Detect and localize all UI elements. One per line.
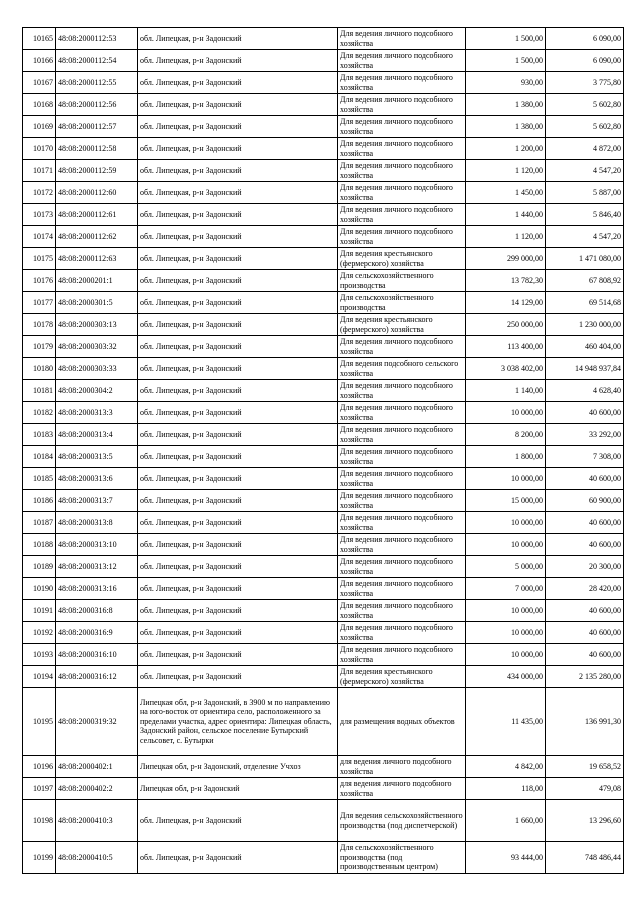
area-value: 1 120,00 — [466, 226, 546, 248]
land-use-purpose: Для сельскохозяйственного производства — [338, 292, 466, 314]
area-value: 1 200,00 — [466, 138, 546, 160]
cadastral-value: 40 600,00 — [546, 468, 624, 490]
row-number: 10174 — [23, 226, 56, 248]
address-cell: обл. Липецкая, р-н Задонский — [138, 94, 338, 116]
table-row — [23, 424, 624, 446]
row-number: 10189 — [23, 556, 56, 578]
land-use-purpose: Для ведения личного подсобного хозяйства — [338, 204, 466, 226]
land-use-purpose: Для ведения личного подсобного хозяйства — [338, 138, 466, 160]
land-use-purpose: Для ведения личного подсобного хозяйства — [338, 600, 466, 622]
address-cell: обл. Липецкая, р-н Задонский — [138, 600, 338, 622]
area-value: 15 000,00 — [466, 490, 546, 512]
cadastral-number: 48:08:2000112:54 — [56, 50, 138, 72]
land-use-purpose: Для ведения личного подсобного хозяйства — [338, 50, 466, 72]
cadastral-number: 48:08:2000112:55 — [56, 72, 138, 94]
cadastral-value: 40 600,00 — [546, 644, 624, 666]
row-number: 10178 — [23, 314, 56, 336]
table-row — [23, 842, 624, 874]
land-use-purpose: Для ведения личного подсобного хозяйства — [338, 380, 466, 402]
cadastral-number: 48:08:2000112:63 — [56, 248, 138, 270]
cadastral-number: 48:08:2000410:5 — [56, 842, 138, 874]
cadastral-number: 48:08:2000319:32 — [56, 688, 138, 756]
table-row — [23, 666, 624, 688]
row-number: 10199 — [23, 842, 56, 874]
address-cell: обл. Липецкая, р-н Задонский — [138, 116, 338, 138]
cadastral-number: 48:08:2000316:12 — [56, 666, 138, 688]
land-use-purpose: Для ведения личного подсобного хозяйства — [338, 402, 466, 424]
cadastral-value: 479,08 — [546, 778, 624, 800]
address-cell: обл. Липецкая, р-н Задонский — [138, 842, 338, 874]
cadastral-value: 4 628,40 — [546, 380, 624, 402]
land-use-purpose: Для ведения личного подсобного хозяйства — [338, 556, 466, 578]
land-use-purpose: для размещения водных объектов — [338, 688, 466, 756]
cadastral-number: 48:08:2000301:5 — [56, 292, 138, 314]
row-number: 10184 — [23, 446, 56, 468]
table-row — [23, 446, 624, 468]
address-cell: обл. Липецкая, р-н Задонский — [138, 270, 338, 292]
area-value: 1 440,00 — [466, 204, 546, 226]
area-value: 1 500,00 — [466, 50, 546, 72]
address-cell: обл. Липецкая, р-н Задонский — [138, 358, 338, 380]
table-row — [23, 622, 624, 644]
address-cell: обл. Липецкая, р-н Задонский — [138, 534, 338, 556]
cadastral-value: 28 420,00 — [546, 578, 624, 600]
cadastral-value: 6 090,00 — [546, 28, 624, 50]
cadastral-value: 5 846,40 — [546, 204, 624, 226]
land-use-purpose: Для ведения личного подсобного хозяйства — [338, 490, 466, 512]
land-registry-table — [22, 27, 624, 874]
cadastral-value: 60 900,00 — [546, 490, 624, 512]
row-number: 10175 — [23, 248, 56, 270]
row-number: 10185 — [23, 468, 56, 490]
address-cell: обл. Липецкая, р-н Задонский — [138, 182, 338, 204]
cadastral-value: 4 547,20 — [546, 226, 624, 248]
table-row — [23, 512, 624, 534]
area-value: 10 000,00 — [466, 512, 546, 534]
table-row — [23, 756, 624, 778]
land-use-purpose: Для ведения личного подсобного хозяйства — [338, 94, 466, 116]
row-number: 10193 — [23, 644, 56, 666]
address-cell: Липецкая обл, р-н Задонский, в 3900 м по направлению на юго-восток от ориентира село, расположенного за пределами участка, адрес ориентира: Липецкая область, Задонский район, сельское поселение Бутырский сельсовет, с. Бутырки — [138, 688, 338, 756]
table-row — [23, 94, 624, 116]
land-use-purpose: Для ведения крестьянского (фермерского) хозяйства — [338, 666, 466, 688]
area-value: 4 842,00 — [466, 756, 546, 778]
table-row — [23, 468, 624, 490]
cadastral-value: 40 600,00 — [546, 622, 624, 644]
cadastral-value: 13 296,60 — [546, 800, 624, 842]
row-number: 10179 — [23, 336, 56, 358]
cadastral-number: 48:08:2000313:3 — [56, 402, 138, 424]
row-number: 10167 — [23, 72, 56, 94]
area-value: 8 200,00 — [466, 424, 546, 446]
address-cell: обл. Липецкая, р-н Задонский — [138, 204, 338, 226]
land-use-purpose: Для ведения личного подсобного хозяйства — [338, 468, 466, 490]
table-row — [23, 800, 624, 842]
area-value: 3 038 402,00 — [466, 358, 546, 380]
area-value: 1 800,00 — [466, 446, 546, 468]
row-number: 10165 — [23, 28, 56, 50]
table-row — [23, 160, 624, 182]
area-value: 930,00 — [466, 72, 546, 94]
cadastral-number: 48:08:2000112:58 — [56, 138, 138, 160]
table-row — [23, 50, 624, 72]
row-number: 10166 — [23, 50, 56, 72]
cadastral-value: 4 547,20 — [546, 160, 624, 182]
cadastral-number: 48:08:2000112:56 — [56, 94, 138, 116]
row-number: 10170 — [23, 138, 56, 160]
address-cell: обл. Липецкая, р-н Задонский — [138, 800, 338, 842]
address-cell: обл. Липецкая, р-н Задонский — [138, 578, 338, 600]
address-cell: обл. Липецкая, р-н Задонский — [138, 138, 338, 160]
cadastral-value: 33 292,00 — [546, 424, 624, 446]
cadastral-value: 4 872,00 — [546, 138, 624, 160]
table-row — [23, 248, 624, 270]
area-value: 1 500,00 — [466, 28, 546, 50]
table-row — [23, 116, 624, 138]
cadastral-value: 748 486,44 — [546, 842, 624, 874]
address-cell: обл. Липецкая, р-н Задонский — [138, 248, 338, 270]
row-number: 10194 — [23, 666, 56, 688]
table-row — [23, 182, 624, 204]
land-use-purpose: Для сельскохозяйственного производства — [338, 270, 466, 292]
cadastral-number: 48:08:2000316:10 — [56, 644, 138, 666]
address-cell: обл. Липецкая, р-н Задонский — [138, 50, 338, 72]
row-number: 10172 — [23, 182, 56, 204]
area-value: 250 000,00 — [466, 314, 546, 336]
area-value: 10 000,00 — [466, 622, 546, 644]
cadastral-value: 5 602,80 — [546, 116, 624, 138]
cadastral-number: 48:08:2000201:1 — [56, 270, 138, 292]
area-value: 14 129,00 — [466, 292, 546, 314]
cadastral-value: 6 090,00 — [546, 50, 624, 72]
table-row — [23, 226, 624, 248]
address-cell: обл. Липецкая, р-н Задонский — [138, 644, 338, 666]
address-cell: обл. Липецкая, р-н Задонский — [138, 336, 338, 358]
table-row — [23, 644, 624, 666]
cadastral-value: 69 514,68 — [546, 292, 624, 314]
land-use-purpose: Для ведения подсобного сельского хозяйства — [338, 358, 466, 380]
land-use-purpose: Для ведения личного подсобного хозяйства — [338, 424, 466, 446]
table-row — [23, 204, 624, 226]
cadastral-number: 48:08:2000316:9 — [56, 622, 138, 644]
address-cell: обл. Липецкая, р-н Задонский — [138, 556, 338, 578]
row-number: 10181 — [23, 380, 56, 402]
land-use-purpose: Для ведения личного подсобного хозяйства — [338, 644, 466, 666]
cadastral-number: 48:08:2000112:53 — [56, 28, 138, 50]
area-value: 1 660,00 — [466, 800, 546, 842]
area-value: 118,00 — [466, 778, 546, 800]
cadastral-value: 40 600,00 — [546, 402, 624, 424]
table-row — [23, 28, 624, 50]
land-use-purpose: Для ведения крестьянского (фермерского) хозяйства — [338, 314, 466, 336]
table-row — [23, 380, 624, 402]
cadastral-value: 67 808,92 — [546, 270, 624, 292]
cadastral-value: 460 404,00 — [546, 336, 624, 358]
area-value: 113 400,00 — [466, 336, 546, 358]
area-value: 7 000,00 — [466, 578, 546, 600]
cadastral-number: 48:08:2000112:59 — [56, 160, 138, 182]
land-use-purpose: Для ведения личного подсобного хозяйства — [338, 116, 466, 138]
address-cell: обл. Липецкая, р-н Задонский — [138, 380, 338, 402]
row-number: 10169 — [23, 116, 56, 138]
land-use-purpose: Для ведения личного подсобного хозяйства — [338, 534, 466, 556]
cadastral-value: 3 775,80 — [546, 72, 624, 94]
cadastral-number: 48:08:2000402:2 — [56, 778, 138, 800]
area-value: 1 380,00 — [466, 116, 546, 138]
area-value: 299 000,00 — [466, 248, 546, 270]
land-registry-body — [23, 28, 624, 874]
row-number: 10168 — [23, 94, 56, 116]
row-number: 10192 — [23, 622, 56, 644]
cadastral-number: 48:08:2000112:61 — [56, 204, 138, 226]
area-value: 10 000,00 — [466, 644, 546, 666]
cadastral-number: 48:08:2000303:32 — [56, 336, 138, 358]
address-cell: обл. Липецкая, р-н Задонский — [138, 226, 338, 248]
address-cell: обл. Липецкая, р-н Задонский — [138, 622, 338, 644]
cadastral-number: 48:08:2000112:57 — [56, 116, 138, 138]
cadastral-number: 48:08:2000402:1 — [56, 756, 138, 778]
address-cell: обл. Липецкая, р-н Задонский — [138, 314, 338, 336]
cadastral-number: 48:08:2000313:4 — [56, 424, 138, 446]
land-use-purpose: Для ведения личного подсобного хозяйства — [338, 336, 466, 358]
table-row — [23, 336, 624, 358]
land-use-purpose: Для ведения личного подсобного хозяйства — [338, 578, 466, 600]
row-number: 10183 — [23, 424, 56, 446]
land-use-purpose: Для ведения сельскохозяйственного производства (под диспетчерской) — [338, 800, 466, 842]
table-row — [23, 292, 624, 314]
row-number: 10180 — [23, 358, 56, 380]
address-cell: обл. Липецкая, р-н Задонский — [138, 402, 338, 424]
cadastral-number: 48:08:2000304:2 — [56, 380, 138, 402]
land-use-purpose: Для ведения личного подсобного хозяйства — [338, 622, 466, 644]
land-use-purpose: Для ведения личного подсобного хозяйства — [338, 512, 466, 534]
cadastral-value: 136 991,30 — [546, 688, 624, 756]
area-value: 93 444,00 — [466, 842, 546, 874]
table-row — [23, 314, 624, 336]
address-cell: обл. Липецкая, р-н Задонский — [138, 512, 338, 534]
row-number: 10196 — [23, 756, 56, 778]
cadastral-number: 48:08:2000313:8 — [56, 512, 138, 534]
land-use-purpose: Для сельскохозяйственного производства (под производственным центром) — [338, 842, 466, 874]
cadastral-value: 40 600,00 — [546, 600, 624, 622]
area-value: 13 782,30 — [466, 270, 546, 292]
area-value: 434 000,00 — [466, 666, 546, 688]
cadastral-value: 40 600,00 — [546, 512, 624, 534]
cadastral-value: 5 602,80 — [546, 94, 624, 116]
row-number: 10197 — [23, 778, 56, 800]
cadastral-value: 1 230 000,00 — [546, 314, 624, 336]
land-use-purpose: Для ведения личного подсобного хозяйства — [338, 182, 466, 204]
area-value: 5 000,00 — [466, 556, 546, 578]
area-value: 10 000,00 — [466, 468, 546, 490]
cadastral-value: 1 471 080,00 — [546, 248, 624, 270]
area-value: 1 380,00 — [466, 94, 546, 116]
address-cell: Липецкая обл, р-н Задонский — [138, 778, 338, 800]
table-row — [23, 556, 624, 578]
cadastral-number: 48:08:2000313:5 — [56, 446, 138, 468]
table-row — [23, 534, 624, 556]
table-row — [23, 688, 624, 756]
land-use-purpose: Для ведения личного подсобного хозяйства — [338, 446, 466, 468]
address-cell: обл. Липецкая, р-н Задонский — [138, 72, 338, 94]
land-use-purpose: Для ведения крестьянского (фермерского) хозяйства — [338, 248, 466, 270]
cadastral-value: 40 600,00 — [546, 534, 624, 556]
row-number: 10186 — [23, 490, 56, 512]
address-cell: обл. Липецкая, р-н Задонский — [138, 160, 338, 182]
cadastral-number: 48:08:2000313:7 — [56, 490, 138, 512]
cadastral-number: 48:08:2000313:10 — [56, 534, 138, 556]
row-number: 10176 — [23, 270, 56, 292]
table-row — [23, 358, 624, 380]
table-row — [23, 490, 624, 512]
address-cell: обл. Липецкая, р-н Задонский — [138, 28, 338, 50]
area-value: 1 120,00 — [466, 160, 546, 182]
cadastral-number: 48:08:2000316:8 — [56, 600, 138, 622]
cadastral-value: 19 658,52 — [546, 756, 624, 778]
land-use-purpose: для ведения личного подсобного хозяйства — [338, 756, 466, 778]
cadastral-number: 48:08:2000303:13 — [56, 314, 138, 336]
row-number: 10177 — [23, 292, 56, 314]
row-number: 10171 — [23, 160, 56, 182]
cadastral-number: 48:08:2000410:3 — [56, 800, 138, 842]
row-number: 10187 — [23, 512, 56, 534]
address-cell: обл. Липецкая, р-н Задонский — [138, 468, 338, 490]
area-value: 10 000,00 — [466, 402, 546, 424]
row-number: 10198 — [23, 800, 56, 842]
row-number: 10182 — [23, 402, 56, 424]
area-value: 1 450,00 — [466, 182, 546, 204]
cadastral-value: 7 308,00 — [546, 446, 624, 468]
address-cell: Липецкая обл, р-н Задонский, отделение Учхоз — [138, 756, 338, 778]
area-value: 10 000,00 — [466, 534, 546, 556]
row-number: 10190 — [23, 578, 56, 600]
table-row — [23, 600, 624, 622]
table-row — [23, 778, 624, 800]
address-cell: обл. Липецкая, р-н Задонский — [138, 446, 338, 468]
address-cell: обл. Липецкая, р-н Задонский — [138, 666, 338, 688]
area-value: 11 435,00 — [466, 688, 546, 756]
land-use-purpose: Для ведения личного подсобного хозяйства — [338, 28, 466, 50]
cadastral-number: 48:08:2000112:62 — [56, 226, 138, 248]
cadastral-value: 20 300,00 — [546, 556, 624, 578]
table-row — [23, 138, 624, 160]
cadastral-value: 2 135 280,00 — [546, 666, 624, 688]
cadastral-number: 48:08:2000303:33 — [56, 358, 138, 380]
cadastral-number: 48:08:2000313:16 — [56, 578, 138, 600]
table-row — [23, 270, 624, 292]
cadastral-number: 48:08:2000313:6 — [56, 468, 138, 490]
row-number: 10188 — [23, 534, 56, 556]
land-use-purpose: Для ведения личного подсобного хозяйства — [338, 72, 466, 94]
table-row — [23, 578, 624, 600]
area-value: 1 140,00 — [466, 380, 546, 402]
row-number: 10195 — [23, 688, 56, 756]
address-cell: обл. Липецкая, р-н Задонский — [138, 292, 338, 314]
cadastral-value: 5 887,00 — [546, 182, 624, 204]
land-use-purpose: Для ведения личного подсобного хозяйства — [338, 160, 466, 182]
table-row — [23, 402, 624, 424]
row-number: 10173 — [23, 204, 56, 226]
address-cell: обл. Липецкая, р-н Задонский — [138, 424, 338, 446]
area-value: 10 000,00 — [466, 600, 546, 622]
table-row — [23, 72, 624, 94]
cadastral-value: 14 948 937,84 — [546, 358, 624, 380]
land-use-purpose: для ведения личного подсобного хозяйства — [338, 778, 466, 800]
address-cell: обл. Липецкая, р-н Задонский — [138, 490, 338, 512]
land-use-purpose: Для ведения личного подсобного хозяйства — [338, 226, 466, 248]
cadastral-number: 48:08:2000313:12 — [56, 556, 138, 578]
cadastral-number: 48:08:2000112:60 — [56, 182, 138, 204]
row-number: 10191 — [23, 600, 56, 622]
